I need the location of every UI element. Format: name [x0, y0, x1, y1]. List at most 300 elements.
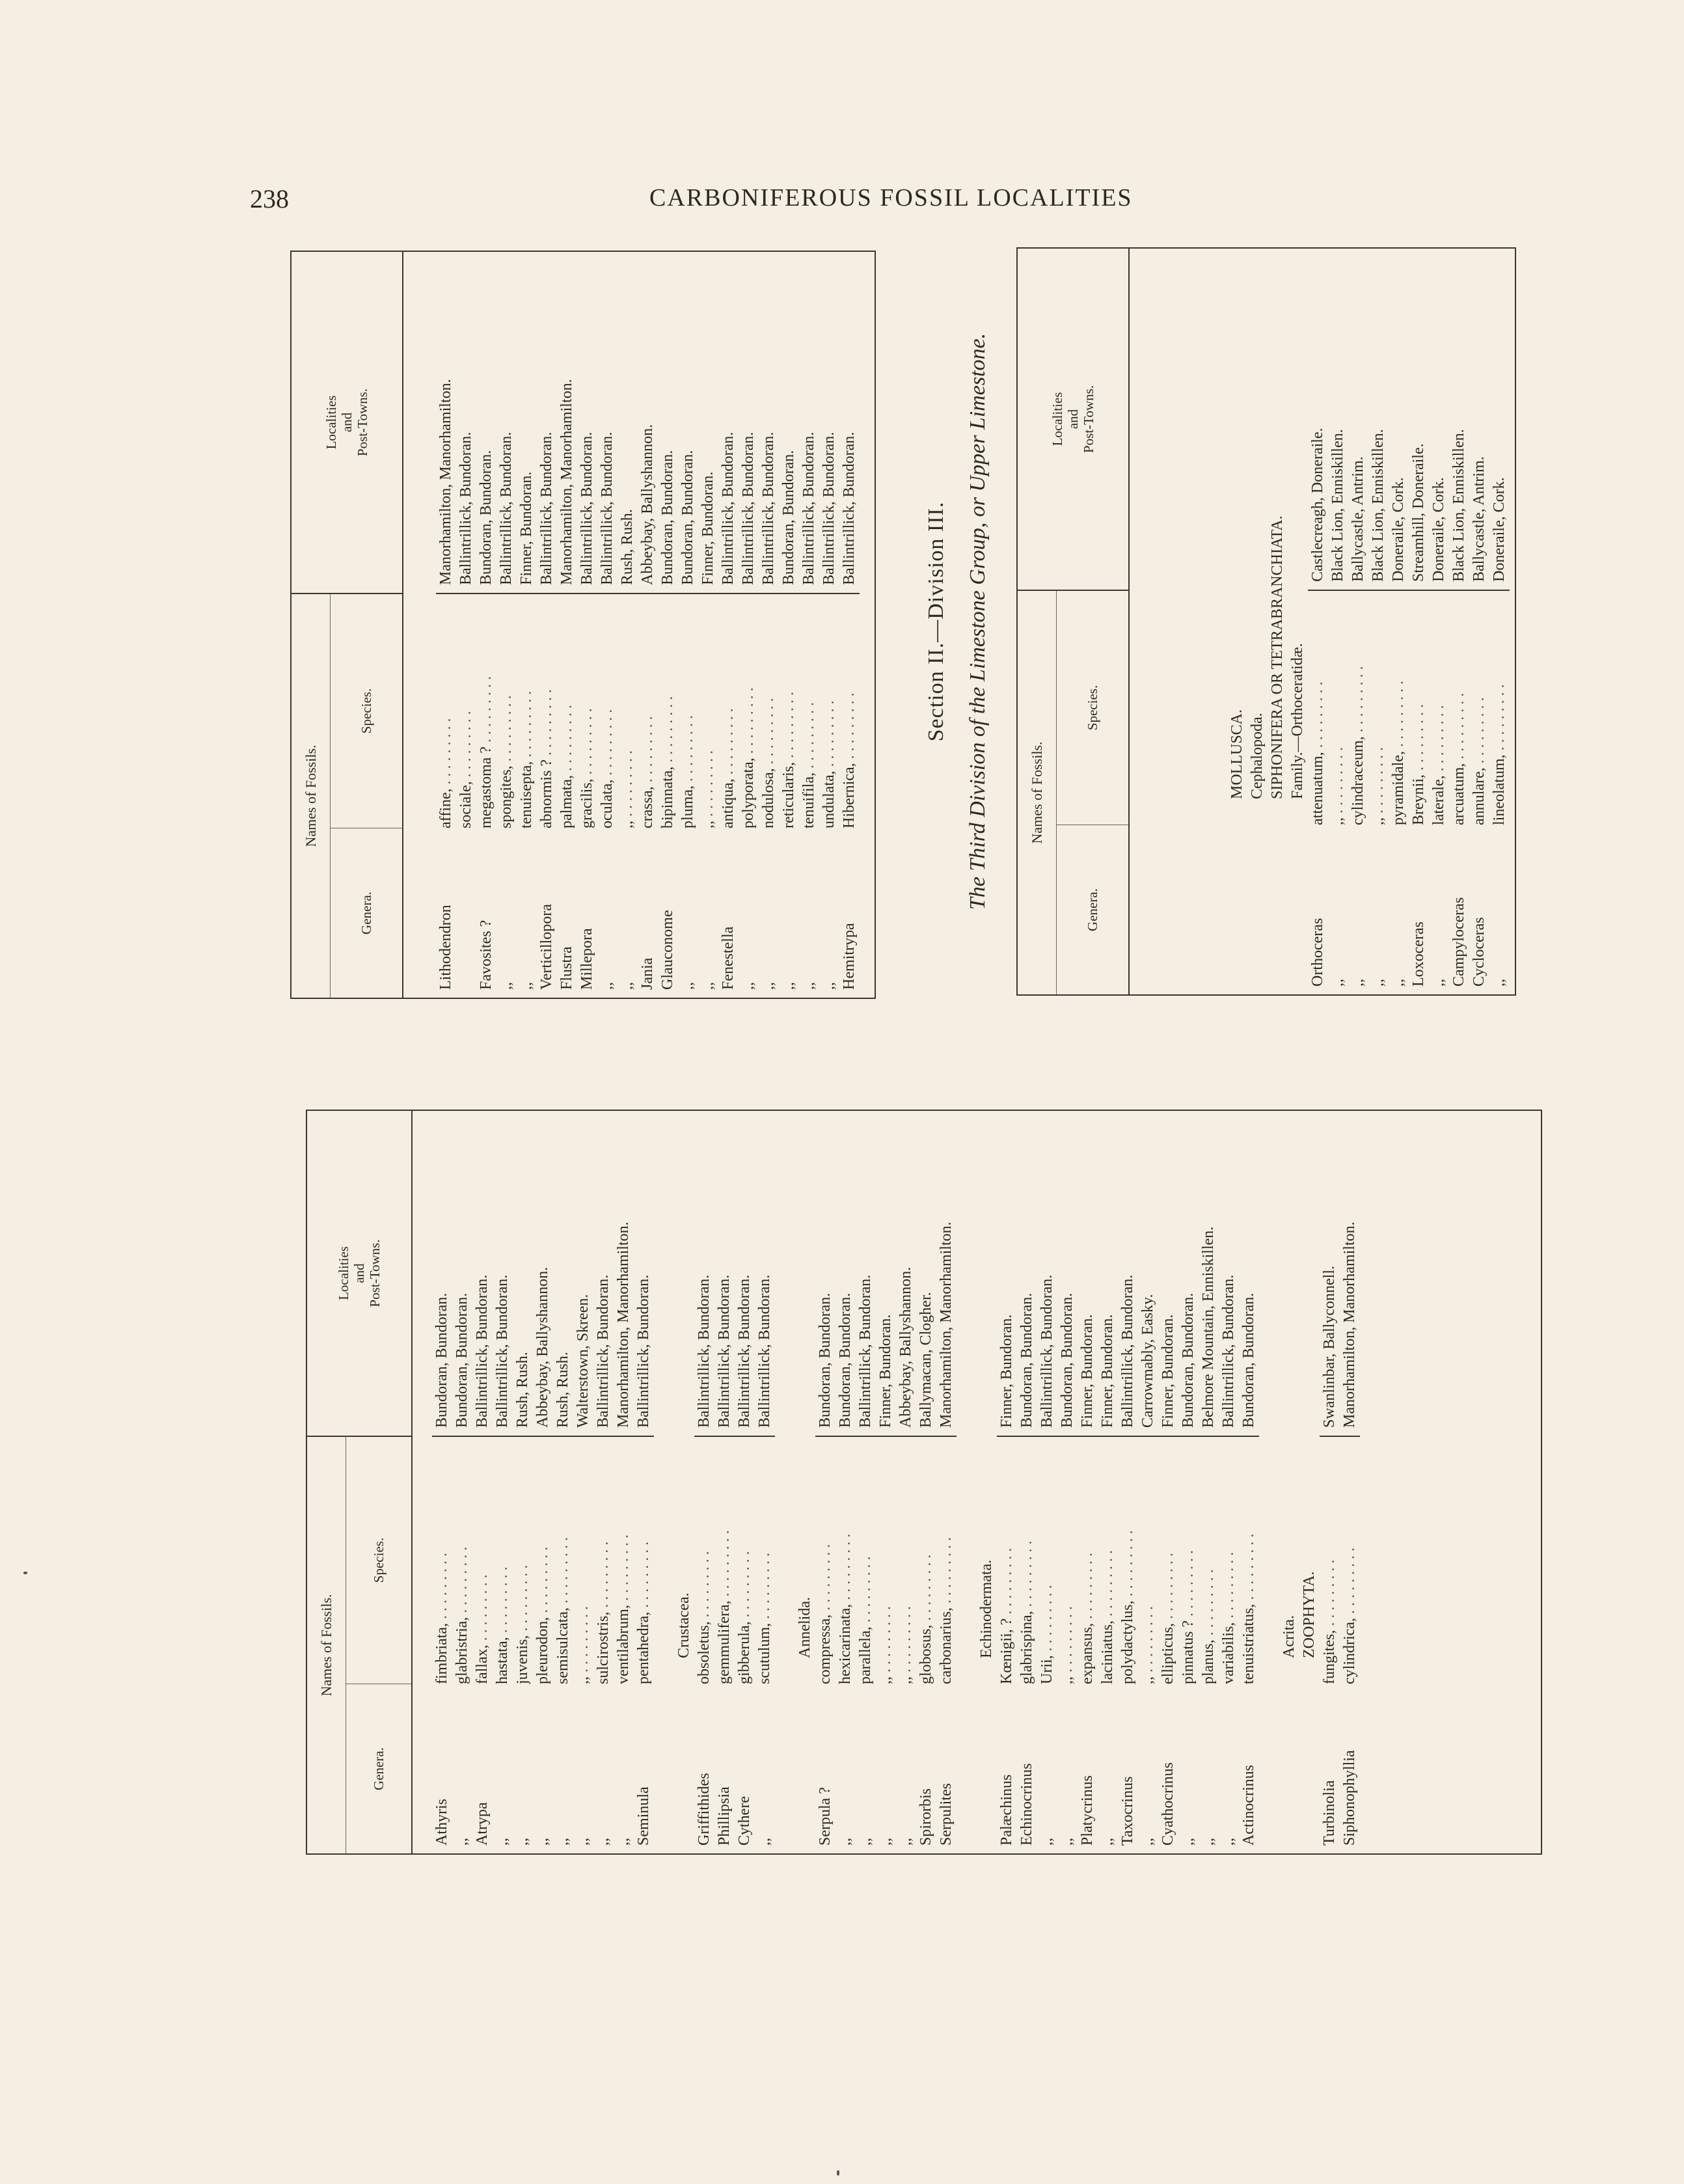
table-row — [1489, 249, 1510, 994]
species-cell — [779, 594, 799, 828]
locality-cell: Manorhamilton, Manorhamilton. — [436, 252, 456, 594]
species-name: ellipticus, — [1160, 1623, 1176, 1684]
species-heading: Species. — [1084, 685, 1100, 731]
species-cell — [1219, 1437, 1239, 1684]
leader-dots: . . . . . . . . . — [837, 1533, 854, 1604]
locality-cell: Ballintrillick, Bundoran. — [714, 1111, 735, 1437]
species-name: pentahedra, — [635, 1611, 652, 1684]
species-name: antiqua, — [720, 778, 737, 828]
species-name: arcuatum, — [1450, 763, 1467, 825]
species-name: lineolatum, — [1491, 754, 1508, 825]
group-heading: Crustacea. — [675, 1592, 692, 1658]
localities-heading: Localities and Post-Towns. — [1050, 385, 1096, 454]
table-row — [1098, 1111, 1118, 1853]
species-cell — [1489, 591, 1510, 825]
species-name: Kœnigii, ? — [998, 1618, 1015, 1684]
species-name: bipinnata, — [659, 766, 676, 828]
leader-dots: . . . . . . . . . — [478, 676, 495, 747]
species-cell — [819, 594, 839, 828]
ink-mark — [23, 1572, 27, 1574]
locality-cell: Bundoran, Bundoran. — [1178, 1111, 1199, 1437]
locality-cell: Abbeybay, Ballyshannon. — [638, 252, 658, 594]
table-row — [1178, 1111, 1199, 1853]
genus-cell: Echinocrinus — [1018, 1763, 1035, 1846]
table-row — [452, 1111, 472, 1853]
section-subtitle: The Third Division of the Limestone Group, or Upper Limestone. — [966, 333, 990, 910]
table-row — [1340, 1111, 1360, 1853]
locality-cell: Ballintrillick, Bundoran. — [456, 252, 476, 594]
species-name: cylindraceum, — [1350, 736, 1366, 825]
group-heading: SIPHONIFERA OR TETRABRANCHIATA. — [1269, 515, 1286, 799]
section-heading — [924, 247, 1015, 996]
leader-dots: . . . . . . . . . — [938, 1537, 955, 1608]
table-row — [456, 252, 476, 998]
table-row — [735, 1111, 755, 1853]
leader-dots: . . . . . . . . . — [1309, 681, 1326, 752]
leader-dots: . . . . . . . . . — [538, 689, 555, 760]
species-cell — [1138, 1437, 1158, 1684]
spacer-row — [957, 1111, 977, 1853]
genus-cell: ,, — [498, 982, 515, 990]
table-row — [1368, 249, 1389, 994]
table-row — [839, 252, 860, 998]
table-row — [614, 1111, 634, 1853]
leader-dots: . . . . . . . . . — [780, 692, 797, 763]
species-name: glabrispina, — [1018, 1611, 1035, 1684]
table-row — [436, 252, 456, 998]
leader-dots: . . . . . . . . . — [696, 1551, 713, 1622]
leader-dots: . . . . . . . . . — [437, 718, 454, 789]
genus-cell: ,, — [837, 1838, 854, 1846]
locality-cell: Manorhamilton, Manorhamilton. — [1340, 1111, 1360, 1437]
leader-dots: . . . . . . . . . — [619, 750, 636, 821]
species-cell — [755, 1437, 775, 1684]
leader-dots: . . . . . . . . . — [1039, 1585, 1055, 1656]
locality-cell: Ballintrillick, Bundoran. — [735, 1111, 755, 1437]
table-row — [537, 252, 557, 998]
section-title: Section II.—Division III. — [924, 501, 948, 742]
species-name: sociale, — [457, 781, 474, 828]
names-of-fossils-heading: Names of Fossils. — [307, 1437, 346, 1853]
species-name: juvenis, — [514, 1635, 531, 1684]
table-row — [714, 1111, 735, 1853]
table-row — [1429, 249, 1449, 994]
table-row — [1057, 1111, 1078, 1853]
leader-dots: . . . . . . . . . — [1160, 1553, 1176, 1624]
species-cell — [714, 1437, 735, 1684]
species-name: compressa, — [817, 1614, 834, 1684]
species-cell — [513, 1437, 533, 1684]
leader-dots: . . . . . . . . . — [595, 1541, 612, 1612]
genus-cell: ,, — [780, 982, 797, 990]
locality-cell: Finner, Bundoran. — [876, 1111, 896, 1437]
genus-cell: ,, — [518, 982, 535, 990]
genus-cell: ,, — [1139, 1838, 1156, 1846]
leader-dots: . . . . . . . . . — [1471, 697, 1487, 768]
species-cell — [1158, 1437, 1178, 1684]
species-cell — [1037, 1437, 1057, 1684]
genus-cell: Orthoceras — [1309, 918, 1326, 987]
leader-dots: . . . . . . . . . — [635, 1541, 652, 1612]
species-cell — [456, 594, 476, 828]
table-row — [779, 252, 799, 998]
species-name: semisulcata, — [554, 1607, 571, 1684]
species-cell — [835, 1437, 856, 1684]
species-cell — [614, 1437, 634, 1684]
locality-cell: Bundoran, Bundoran. — [779, 252, 799, 594]
species-cell — [618, 594, 638, 828]
group-heading: Family.—Orthoceratidæ. — [1289, 643, 1306, 799]
locality-cell: Ballintrillick, Bundoran. — [597, 252, 618, 594]
locality-cell: Rush, Rush. — [553, 1111, 573, 1437]
locality-cell: Ballycastle, Antrim. — [1348, 249, 1368, 591]
leader-dots: . . . . . . . . . — [917, 1554, 934, 1625]
species-cell — [496, 594, 517, 828]
species-cell — [577, 594, 597, 828]
locality-cell: Ballintrillick, Bundoran. — [1219, 1111, 1239, 1437]
localities-heading: Localities and Post-Towns. — [336, 1239, 383, 1307]
genus-cell: ,, — [1350, 979, 1366, 987]
group-heading: MOLLUSCA. — [1229, 709, 1245, 799]
locality-cell: Finner, Bundoran. — [517, 252, 537, 594]
table-row — [1017, 1111, 1037, 1853]
leader-dots: . . . . . . . . . — [841, 692, 858, 763]
genus-cell: ,, — [1370, 979, 1387, 987]
table-row — [896, 1111, 916, 1853]
names-of-fossils-heading: Names of Fossils. — [292, 594, 331, 998]
species-name: undulata, — [821, 771, 837, 828]
species-cell — [799, 594, 819, 828]
species-cell — [1178, 1437, 1199, 1684]
locality-cell: Bundoran, Bundoran. — [476, 252, 496, 594]
table-row — [718, 252, 739, 998]
species-cell — [1328, 591, 1348, 825]
group-heading: Echinodermata. — [978, 1559, 995, 1658]
species-name: pinnatus ? — [1180, 1620, 1197, 1684]
species-cell — [1340, 1437, 1360, 1684]
table-row — [819, 252, 839, 998]
species-cell — [759, 594, 779, 828]
leader-dots: . . . . . . . . . — [514, 1564, 531, 1635]
species-name: ,, — [877, 1676, 894, 1684]
leader-dots: . . . . . . . . . — [433, 1553, 450, 1624]
genus-cell: ,, — [1390, 979, 1407, 987]
species-name: variabilis, — [1220, 1622, 1237, 1684]
genus-cell: ,, — [1220, 1838, 1237, 1846]
leader-dots: . . . . . . . . . — [1119, 1530, 1136, 1601]
leader-dots: . . . . . . . . . — [716, 1530, 733, 1601]
species-cell — [1368, 591, 1389, 825]
species-cell — [517, 594, 537, 828]
genus-cell: Jania — [639, 957, 656, 990]
table-row — [739, 252, 759, 998]
leader-dots: . . . . . . . . . — [760, 698, 777, 769]
table-row — [1389, 249, 1409, 994]
species-name: parallela, — [857, 1626, 874, 1684]
genus-cell: ,, — [756, 1838, 773, 1846]
leader-dots: . . . . . . . . . — [599, 709, 616, 780]
leader-dots: . . . . . . . . . — [1370, 747, 1387, 817]
leader-dots: . . . . . . . . . — [558, 705, 575, 776]
locality-cell: Ballintrillick, Bundoran. — [694, 1111, 714, 1437]
table-row — [1078, 1111, 1098, 1853]
species-cell — [452, 1437, 472, 1684]
genus-cell: Taxocrinus — [1119, 1776, 1136, 1846]
species-cell — [533, 1437, 553, 1684]
species-name: Hibernica, — [841, 763, 858, 828]
locality-cell: Ballintrillick, Bundoran. — [537, 252, 557, 594]
genus-cell: ,, — [1491, 979, 1508, 987]
species-name: tenuistriatus, — [1240, 1604, 1257, 1684]
leader-dots: . . . . . . . . . — [720, 708, 737, 779]
leader-dots: . . . . . . . . . — [474, 1574, 491, 1645]
species-name: megastoma ? — [478, 746, 495, 828]
genus-cell: ,, — [454, 1838, 470, 1846]
genus-cell: ,, — [1200, 1838, 1217, 1846]
leader-dots: . . . . . . . . . — [998, 1548, 1015, 1618]
genus-cell: Seminula — [635, 1786, 652, 1846]
locality-cell: Ballymacan, Clogher. — [916, 1111, 936, 1437]
table-row — [1239, 1111, 1259, 1853]
spacer-row — [654, 1111, 674, 1853]
ink-mark — [837, 2170, 839, 2176]
species-name: tenuifila, — [800, 772, 817, 828]
genus-cell: Platycrinus — [1079, 1775, 1096, 1846]
species-cell — [1017, 1437, 1037, 1684]
leader-dots: . . . . . . . . . — [659, 696, 676, 767]
genus-cell: Hemitrypa — [841, 923, 858, 990]
table-row — [1409, 249, 1429, 994]
locality-cell: Black Lion, Enniskillen. — [1328, 249, 1348, 591]
table-row — [513, 1111, 533, 1853]
table-row — [694, 1111, 714, 1853]
locality-cell: Black Lion, Enniskillen. — [1368, 249, 1389, 591]
spacer-row — [1259, 1111, 1279, 1853]
genus-cell: ,, — [595, 1838, 612, 1846]
genus-cell: Millepora — [578, 928, 595, 990]
species-name: oculata, — [599, 779, 616, 828]
genus-cell: Serpula ? — [817, 1787, 834, 1846]
table-row — [1308, 249, 1328, 994]
locality-cell: Ballintrillick, Bundoran. — [493, 1111, 513, 1437]
spacer-row — [775, 1111, 795, 1853]
species-name: fungites, — [1321, 1630, 1338, 1684]
genus-cell: ,, — [800, 982, 817, 990]
species-name: Urii, — [1039, 1655, 1055, 1684]
locality-cell: Belmore Mountain, Enniskillen. — [1199, 1111, 1219, 1437]
table-row — [678, 252, 698, 998]
locality-cell: Finner, Bundoran. — [1078, 1111, 1098, 1437]
species-cell — [1389, 591, 1409, 825]
locality-cell: Ballintrillick, Bundoran. — [577, 252, 597, 594]
species-name: tenuisepta, — [518, 761, 535, 828]
leader-dots: . . . . . . . . . — [578, 708, 595, 779]
species-name: attenuatum, — [1309, 752, 1326, 825]
locality-cell: Bundoran, Bundoran. — [432, 1111, 452, 1437]
table-row — [573, 1111, 593, 1853]
table-row — [557, 252, 577, 998]
table-body — [403, 252, 860, 998]
species-cell — [557, 594, 577, 828]
leader-dots: . . . . . . . . . — [639, 716, 656, 787]
fossil-table-1 — [290, 251, 876, 999]
locality-cell: Ballintrillick, Bundoran. — [718, 252, 739, 594]
table-row — [1199, 1111, 1219, 1853]
locality-cell: Ballintrillick, Bundoran. — [472, 1111, 493, 1437]
table-row — [815, 1111, 835, 1853]
genus-cell: ,, — [821, 982, 837, 990]
species-cell — [553, 1437, 573, 1684]
species-name: crassa, — [639, 786, 656, 828]
genus-cell: ,, — [619, 982, 636, 990]
locality-cell: Ballintrillick, Bundoran. — [1037, 1111, 1057, 1437]
genus-cell: ,, — [897, 1838, 914, 1846]
leader-dots: . . . . . . . . . — [877, 1606, 894, 1676]
table-body — [413, 1111, 1360, 1853]
leader-dots: . . . . . . . . . — [1321, 1559, 1338, 1630]
species-cell — [476, 594, 496, 828]
leader-dots: . . . . . . . . . — [1180, 1550, 1197, 1621]
genus-cell: Actinocrinus — [1240, 1765, 1257, 1846]
species-name: ventilabrum, — [615, 1605, 632, 1684]
genus-cell: ,, — [1099, 1838, 1116, 1846]
genus-cell: Siphonophyllia — [1341, 1750, 1358, 1846]
locality-cell: Ballintrillick, Bundoran. — [759, 252, 779, 594]
table-row — [658, 252, 678, 998]
table-row — [472, 1111, 493, 1853]
species-cell — [1429, 591, 1449, 825]
species-heading: Species. — [358, 688, 374, 734]
table-row — [755, 1111, 775, 1853]
species-cell — [1057, 1437, 1078, 1684]
leader-dots: . . . . . . . . . — [1350, 666, 1366, 737]
species-cell — [1308, 591, 1328, 825]
locality-cell: Carrowmably, Easky. — [1138, 1111, 1158, 1437]
locality-cell: Ballintrillick, Bundoran. — [634, 1111, 654, 1437]
locality-cell: Finner, Bundoran. — [698, 252, 718, 594]
leader-dots: . . . . . . . . . — [534, 1546, 551, 1617]
fossil-table-2 — [1016, 247, 1516, 996]
species-name: pyramidale, — [1390, 751, 1407, 825]
species-cell — [1239, 1437, 1259, 1684]
table-row — [997, 1111, 1017, 1853]
leader-dots: . . . . . . . . . — [1240, 1533, 1257, 1604]
table-row — [1328, 249, 1348, 994]
leader-dots: . . . . . . . . . — [1341, 1548, 1358, 1618]
species-cell — [718, 594, 739, 828]
leader-dots: . . . . . . . . . — [1220, 1551, 1237, 1622]
species-name: ,, — [575, 1676, 591, 1684]
locality-cell: Bundoran, Bundoran. — [1057, 1111, 1078, 1437]
table-row — [634, 1111, 654, 1853]
genus-cell: ,, — [514, 1838, 531, 1846]
locality-cell: Walterstown, Skreen. — [573, 1111, 593, 1437]
species-name: palmata, — [558, 775, 575, 828]
genus-cell: Cycloceras — [1471, 917, 1487, 987]
table-row — [876, 1111, 896, 1853]
leader-dots: . . . . . . . . . — [1079, 1553, 1096, 1624]
table-row — [476, 252, 496, 998]
species-cell — [839, 594, 860, 828]
species-cell — [698, 594, 718, 828]
species-name: annulare, — [1471, 767, 1487, 825]
species-name: ,, — [699, 821, 716, 828]
genus-cell: ,, — [599, 982, 616, 990]
table-row — [759, 252, 779, 998]
table-row — [916, 1111, 936, 1853]
leader-dots: . . . . . . . . . — [1450, 692, 1467, 763]
locality-cell: Bundoran, Bundoran. — [835, 1111, 856, 1437]
table-row — [553, 1111, 573, 1853]
table-row — [1469, 249, 1489, 994]
genus-cell: ,, — [575, 1838, 591, 1846]
species-cell — [1449, 591, 1469, 825]
table-row — [1449, 249, 1469, 994]
species-cell — [815, 1437, 835, 1684]
species-cell — [537, 594, 557, 828]
genus-cell: Athyris — [433, 1799, 450, 1846]
leader-dots: . . . . . . . . . — [1200, 1569, 1217, 1640]
species-cell — [916, 1437, 936, 1684]
species-cell — [597, 594, 618, 828]
genera-heading: Genera. — [346, 1684, 411, 1853]
leader-dots: . . . . . . . . . — [518, 690, 535, 761]
table-row — [597, 252, 618, 998]
locality-cell: Finner, Bundoran. — [997, 1111, 1017, 1437]
genus-cell: Spirorbis — [917, 1788, 934, 1846]
locality-cell: Bundoran, Bundoran. — [1017, 1111, 1037, 1437]
species-name: scutulum, — [756, 1623, 773, 1684]
genus-cell: Loxoceras — [1410, 921, 1427, 987]
locality-cell: Manorhamilton, Manorhamilton. — [614, 1111, 634, 1437]
species-cell — [1409, 591, 1429, 825]
species-cell — [593, 1437, 614, 1684]
locality-cell: Doneraile, Cork. — [1389, 249, 1409, 591]
genus-cell: ,, — [679, 982, 696, 990]
species-cell — [1199, 1437, 1219, 1684]
genus-cell: ,, — [1430, 979, 1447, 987]
genus-cell: ,, — [615, 1838, 632, 1846]
leader-dots: . . . . . . . . . — [575, 1606, 591, 1676]
page-number: 238 — [250, 184, 289, 213]
species-name: gibberula, — [736, 1621, 753, 1684]
table-row — [533, 1111, 553, 1853]
table-row — [432, 1111, 452, 1853]
locality-cell: Abbeybay, Ballyshannon. — [896, 1111, 916, 1437]
genus-cell: ,, — [740, 982, 757, 990]
table-row — [936, 1111, 957, 1853]
genus-cell: ,, — [1329, 979, 1346, 987]
genus-cell: Atrypa — [474, 1802, 491, 1846]
genus-cell: ,, — [494, 1838, 511, 1846]
species-name: gemmulifera, — [716, 1600, 733, 1684]
species-cell — [694, 1437, 714, 1684]
leader-dots: . . . . . . . . . — [615, 1535, 632, 1605]
genus-cell: ,, — [1180, 1838, 1197, 1846]
table-row — [517, 252, 537, 998]
species-name: fallax, — [474, 1645, 491, 1684]
species-cell — [1098, 1437, 1118, 1684]
table-row — [698, 252, 718, 998]
species-cell — [936, 1437, 957, 1684]
species-name: expansus, — [1079, 1623, 1096, 1684]
leader-dots: . . . . . . . . . — [1139, 1606, 1156, 1676]
species-cell — [856, 1437, 876, 1684]
leader-dots: . . . . . . . . . — [1018, 1540, 1035, 1611]
species-cell — [876, 1437, 896, 1684]
leader-dots: . . . . . . . . . — [821, 700, 837, 771]
species-cell — [432, 1437, 452, 1684]
